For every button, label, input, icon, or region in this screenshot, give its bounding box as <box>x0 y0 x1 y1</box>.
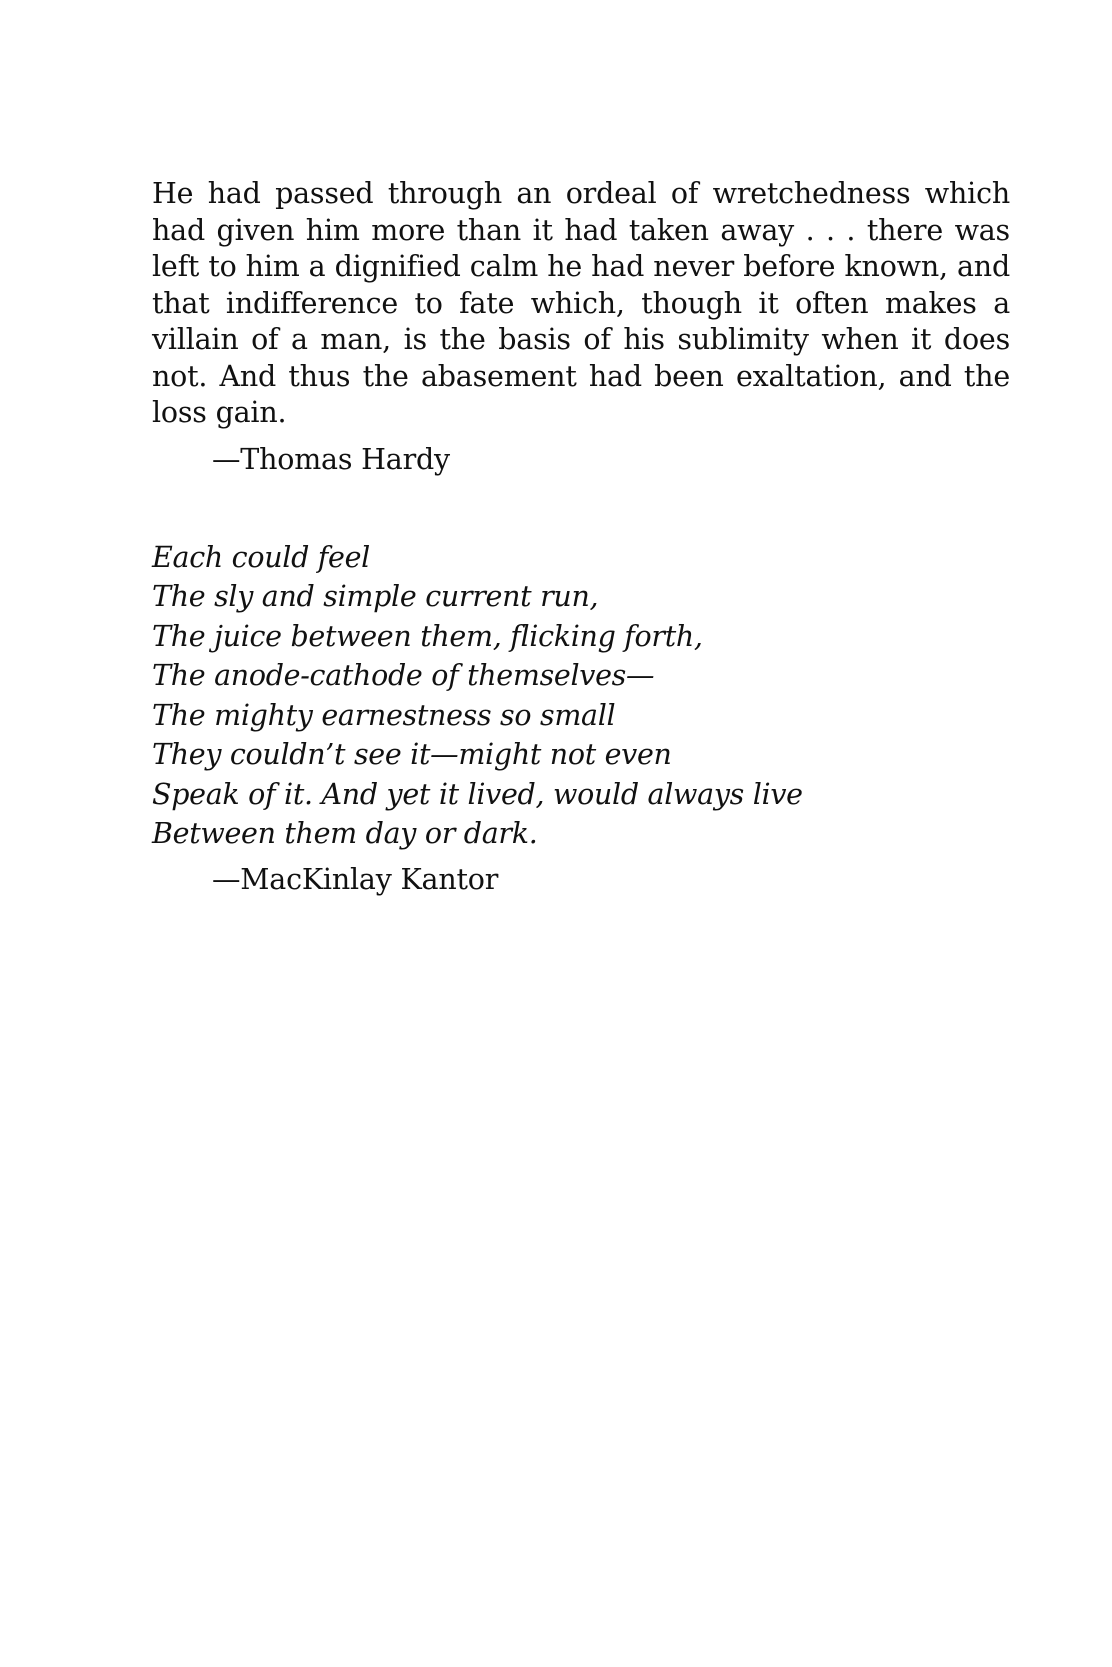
epigraph-quote: He had passed through an ordeal of wretchedness which had given him more than it had taken away . . . there was left to him a dignified calm he had never before known, and that indifference to fate which, though it often makes a villain of a man, is the basis of his sublimity when it does not. And thus the abasement had been exaltation, and the loss gain. <box>152 177 1010 429</box>
poem-line: The anode-cathode of themselves— <box>152 659 655 692</box>
poem-line: They couldn’t see it—might not even <box>152 738 672 771</box>
poem-line: The mighty earnestness so small <box>152 698 616 732</box>
epigraph-attribution: —Thomas Hardy <box>212 442 450 476</box>
poem-quote <box>152 538 1010 854</box>
epigraph-page <box>152 176 1010 898</box>
poem-line: Each could feel <box>152 540 370 574</box>
poem-attribution: —MacKinlay Kantor <box>212 862 499 896</box>
poem-line: The juice between them, flicking forth, <box>152 619 703 653</box>
poem-line: The sly and simple current run, <box>152 580 599 613</box>
hardy-epigraph <box>152 176 1010 478</box>
poem-line: Speak of it. And yet it lived, would always live <box>152 777 803 811</box>
poem-line: Between them day or dark. <box>152 817 538 850</box>
kantor-epigraph <box>152 538 1010 898</box>
